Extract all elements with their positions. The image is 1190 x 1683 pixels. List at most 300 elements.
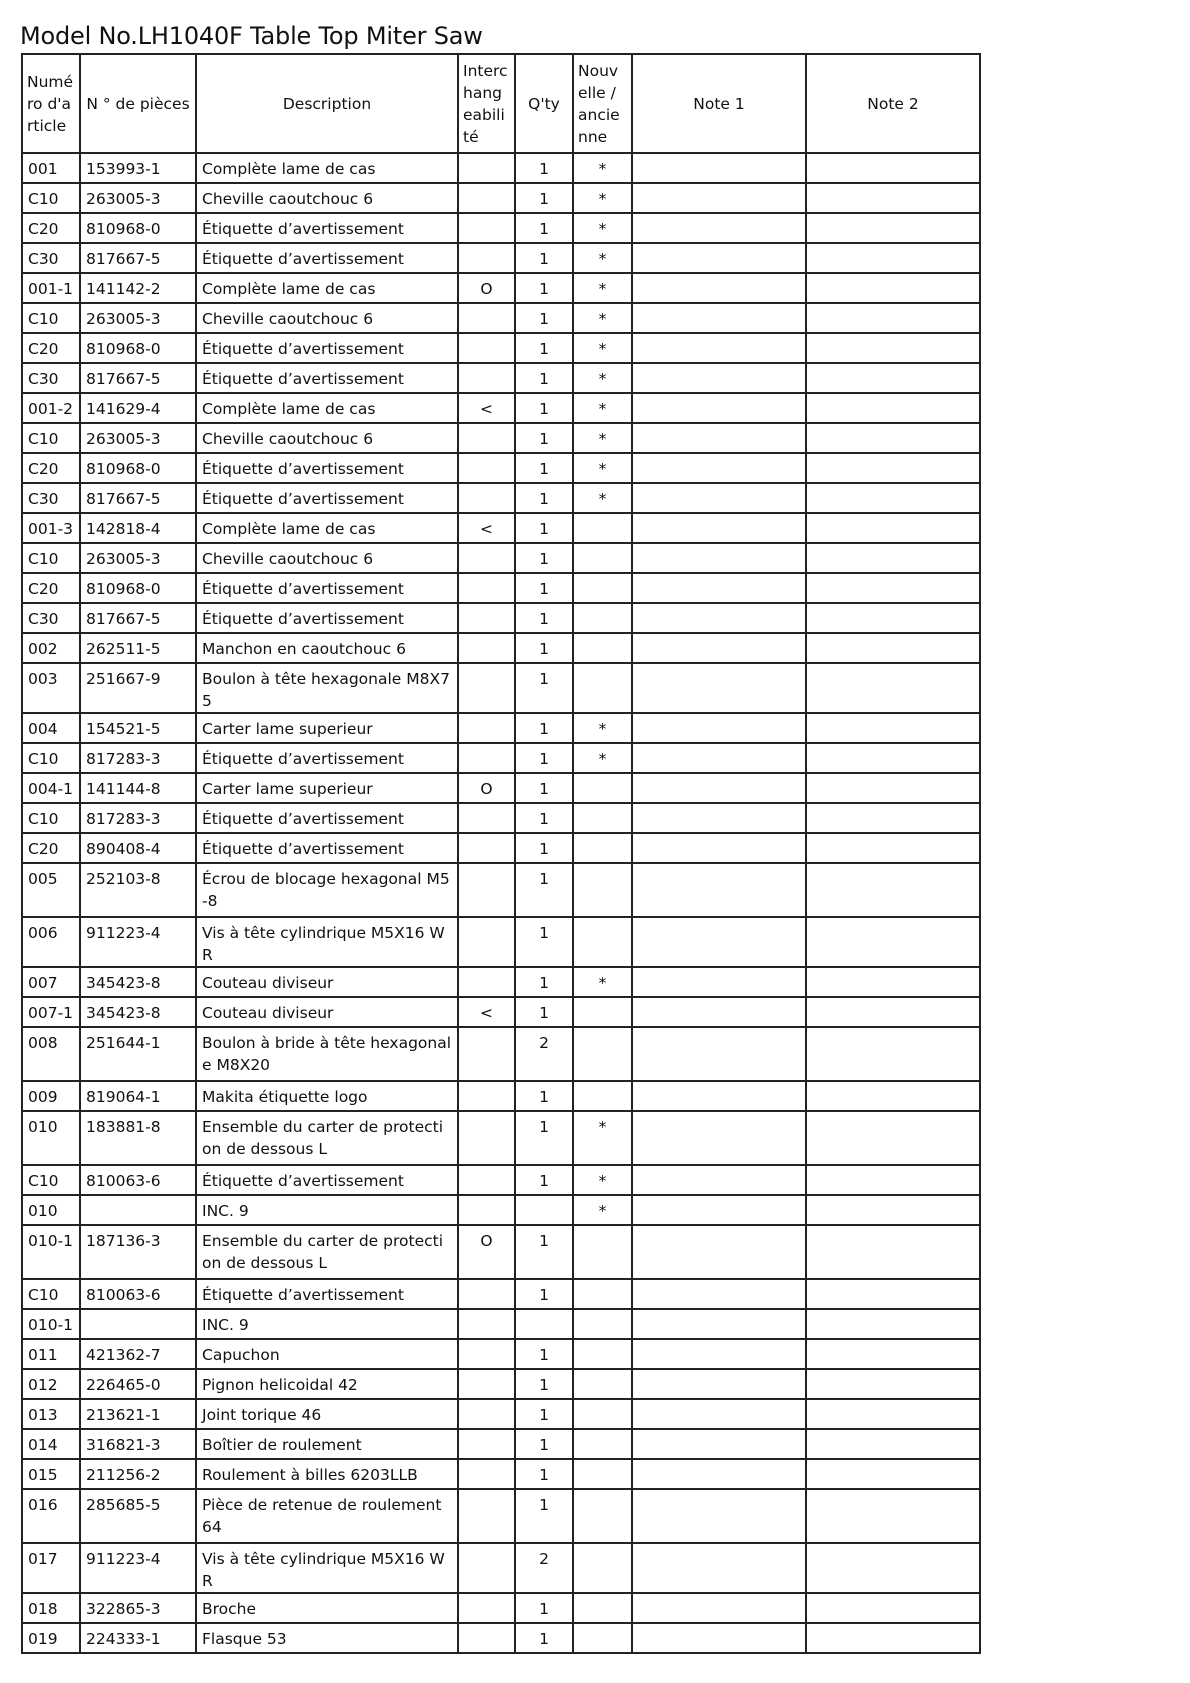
cell-note-1: [632, 393, 806, 423]
table-row: [22, 153, 980, 183]
cell-quantity: 1: [515, 803, 573, 833]
cell-new-old: [573, 863, 632, 917]
cell-new-old: *: [573, 393, 632, 423]
column-header-item-number: Numéro d'article: [22, 54, 80, 153]
table-row: [22, 543, 980, 573]
cell-note-2: [806, 1369, 980, 1399]
cell-description: Cheville caoutchouc 6: [196, 543, 458, 573]
table-row: [22, 1399, 980, 1429]
cell-note-2: [806, 1279, 980, 1309]
cell-item-number: C10: [22, 1165, 80, 1195]
cell-part-number: 316821-3: [80, 1429, 196, 1459]
cell-item-number: 009: [22, 1081, 80, 1111]
cell-interchangeability: O: [458, 1225, 515, 1279]
cell-quantity: 1: [515, 863, 573, 917]
cell-new-old: [573, 573, 632, 603]
cell-quantity: 1: [515, 423, 573, 453]
cell-quantity: 1: [515, 303, 573, 333]
cell-item-number: C20: [22, 453, 80, 483]
cell-new-old: [573, 1369, 632, 1399]
parts-table-body: [22, 153, 980, 1653]
cell-part-number: 252103-8: [80, 863, 196, 917]
cell-part-number: 810968-0: [80, 573, 196, 603]
cell-note-1: [632, 1429, 806, 1459]
cell-description: Étiquette d’avertissement: [196, 743, 458, 773]
cell-note-1: [632, 1225, 806, 1279]
cell-description: Étiquette d’avertissement: [196, 803, 458, 833]
cell-new-old: [573, 663, 632, 713]
cell-quantity: 1: [515, 1459, 573, 1489]
cell-interchangeability: [458, 1623, 515, 1653]
table-row: [22, 1309, 980, 1339]
cell-new-old: [573, 1309, 632, 1339]
cell-note-1: [632, 663, 806, 713]
cell-note-2: [806, 423, 980, 453]
table-row: [22, 603, 980, 633]
cell-item-number: 005: [22, 863, 80, 917]
table-row: [22, 773, 980, 803]
cell-quantity: 1: [515, 633, 573, 663]
cell-item-number: C20: [22, 833, 80, 863]
cell-note-2: [806, 1543, 980, 1593]
cell-description: Complète lame de cas: [196, 513, 458, 543]
cell-item-number: 003: [22, 663, 80, 713]
cell-part-number: 819064-1: [80, 1081, 196, 1111]
cell-description: Étiquette d’avertissement: [196, 1165, 458, 1195]
cell-interchangeability: [458, 1081, 515, 1111]
cell-item-number: 010-1: [22, 1225, 80, 1279]
cell-description: Pignon helicoidal 42: [196, 1369, 458, 1399]
cell-interchangeability: [458, 1339, 515, 1369]
cell-quantity: 1: [515, 997, 573, 1027]
cell-new-old: *: [573, 273, 632, 303]
cell-interchangeability: [458, 1489, 515, 1543]
cell-note-1: [632, 1339, 806, 1369]
cell-note-1: [632, 1309, 806, 1339]
cell-note-1: [632, 833, 806, 863]
cell-description: Complète lame de cas: [196, 153, 458, 183]
cell-note-2: [806, 967, 980, 997]
cell-note-1: [632, 1543, 806, 1593]
cell-item-number: 014: [22, 1429, 80, 1459]
cell-new-old: [573, 803, 632, 833]
cell-part-number: 817667-5: [80, 483, 196, 513]
cell-description: Étiquette d’avertissement: [196, 1279, 458, 1309]
cell-part-number: 263005-3: [80, 183, 196, 213]
cell-description: Complète lame de cas: [196, 273, 458, 303]
cell-part-number: 213621-1: [80, 1399, 196, 1429]
cell-note-1: [632, 633, 806, 663]
table-row: [22, 1027, 980, 1081]
cell-new-old: [573, 633, 632, 663]
cell-description: Couteau diviseur: [196, 997, 458, 1027]
cell-quantity: 1: [515, 1165, 573, 1195]
cell-item-number: C20: [22, 213, 80, 243]
cell-description: INC. 9: [196, 1309, 458, 1339]
cell-part-number: 226465-0: [80, 1369, 196, 1399]
cell-interchangeability: [458, 1459, 515, 1489]
cell-new-old: *: [573, 967, 632, 997]
table-header-row: [22, 54, 980, 153]
cell-item-number: 001-2: [22, 393, 80, 423]
table-row: [22, 1459, 980, 1489]
cell-part-number: 817667-5: [80, 243, 196, 273]
cell-note-2: [806, 803, 980, 833]
cell-part-number: 141142-2: [80, 273, 196, 303]
table-row: [22, 1369, 980, 1399]
cell-description: Cheville caoutchouc 6: [196, 423, 458, 453]
cell-note-1: [632, 743, 806, 773]
cell-note-1: [632, 803, 806, 833]
cell-quantity: 1: [515, 1489, 573, 1543]
cell-note-2: [806, 1165, 980, 1195]
parts-table: [21, 53, 981, 1654]
cell-note-1: [632, 1459, 806, 1489]
table-row: [22, 1111, 980, 1165]
cell-item-number: C10: [22, 423, 80, 453]
cell-note-1: [632, 917, 806, 967]
cell-note-2: [806, 633, 980, 663]
table-row: [22, 303, 980, 333]
cell-note-2: [806, 153, 980, 183]
cell-item-number: 001-3: [22, 513, 80, 543]
cell-new-old: [573, 773, 632, 803]
cell-item-number: 010: [22, 1195, 80, 1225]
table-row: [22, 1593, 980, 1623]
cell-note-1: [632, 1027, 806, 1081]
cell-note-2: [806, 1489, 980, 1543]
cell-quantity: 1: [515, 273, 573, 303]
cell-part-number: 251644-1: [80, 1027, 196, 1081]
cell-interchangeability: [458, 917, 515, 967]
cell-quantity: 1: [515, 483, 573, 513]
cell-note-2: [806, 663, 980, 713]
cell-interchangeability: [458, 1429, 515, 1459]
cell-description: Boulon à bride à tête hexagonale M8X20: [196, 1027, 458, 1081]
cell-quantity: 1: [515, 393, 573, 423]
cell-note-1: [632, 1165, 806, 1195]
cell-description: Cheville caoutchouc 6: [196, 303, 458, 333]
table-row: [22, 633, 980, 663]
cell-description: Écrou de blocage hexagonal M5-8: [196, 863, 458, 917]
cell-interchangeability: [458, 483, 515, 513]
cell-part-number: 817283-3: [80, 803, 196, 833]
cell-note-1: [632, 1623, 806, 1653]
cell-quantity: 1: [515, 333, 573, 363]
cell-interchangeability: [458, 1111, 515, 1165]
cell-new-old: [573, 1027, 632, 1081]
cell-item-number: 004-1: [22, 773, 80, 803]
column-header-quantity: Q'ty: [515, 54, 573, 153]
table-row: [22, 743, 980, 773]
cell-note-2: [806, 743, 980, 773]
cell-note-2: [806, 363, 980, 393]
cell-quantity: 1: [515, 153, 573, 183]
cell-interchangeability: [458, 543, 515, 573]
cell-part-number: [80, 1195, 196, 1225]
cell-item-number: 016: [22, 1489, 80, 1543]
table-row: [22, 1165, 980, 1195]
cell-part-number: 322865-3: [80, 1593, 196, 1623]
cell-part-number: 911223-4: [80, 1543, 196, 1593]
cell-new-old: *: [573, 743, 632, 773]
cell-quantity: 1: [515, 1081, 573, 1111]
cell-new-old: [573, 1399, 632, 1429]
cell-note-2: [806, 213, 980, 243]
cell-part-number: 890408-4: [80, 833, 196, 863]
cell-note-1: [632, 213, 806, 243]
table-row: [22, 663, 980, 713]
cell-note-2: [806, 713, 980, 743]
cell-note-2: [806, 303, 980, 333]
cell-item-number: 019: [22, 1623, 80, 1653]
cell-interchangeability: [458, 1027, 515, 1081]
cell-interchangeability: [458, 1309, 515, 1339]
cell-description: INC. 9: [196, 1195, 458, 1225]
cell-description: Carter lame superieur: [196, 713, 458, 743]
cell-note-1: [632, 1111, 806, 1165]
column-header-new-old: Nouvelle / ancienne: [573, 54, 632, 153]
cell-item-number: 012: [22, 1369, 80, 1399]
cell-description: Roulement à billes 6203LLB: [196, 1459, 458, 1489]
cell-part-number: 263005-3: [80, 303, 196, 333]
cell-description: Étiquette d’avertissement: [196, 243, 458, 273]
table-row: [22, 423, 980, 453]
cell-note-2: [806, 997, 980, 1027]
table-row: [22, 917, 980, 967]
cell-part-number: 345423-8: [80, 967, 196, 997]
cell-new-old: [573, 1459, 632, 1489]
cell-interchangeability: [458, 423, 515, 453]
cell-part-number: 810968-0: [80, 333, 196, 363]
cell-note-2: [806, 1027, 980, 1081]
cell-item-number: C10: [22, 303, 80, 333]
cell-part-number: [80, 1309, 196, 1339]
table-row: [22, 273, 980, 303]
cell-interchangeability: [458, 1195, 515, 1225]
cell-interchangeability: [458, 213, 515, 243]
table-row: [22, 997, 980, 1027]
cell-interchangeability: [458, 453, 515, 483]
cell-description: Complète lame de cas: [196, 393, 458, 423]
cell-note-2: [806, 483, 980, 513]
cell-quantity: 1: [515, 1369, 573, 1399]
cell-description: Étiquette d’avertissement: [196, 333, 458, 363]
table-row: [22, 333, 980, 363]
cell-description: Vis à tête cylindrique M5X16 WR: [196, 1543, 458, 1593]
table-row: [22, 513, 980, 543]
cell-part-number: 345423-8: [80, 997, 196, 1027]
cell-new-old: [573, 1225, 632, 1279]
cell-note-1: [632, 183, 806, 213]
cell-item-number: C10: [22, 803, 80, 833]
cell-item-number: C10: [22, 743, 80, 773]
cell-part-number: 142818-4: [80, 513, 196, 543]
cell-quantity: 1: [515, 573, 573, 603]
cell-new-old: *: [573, 453, 632, 483]
cell-part-number: 141629-4: [80, 393, 196, 423]
cell-note-1: [632, 1195, 806, 1225]
cell-item-number: C30: [22, 243, 80, 273]
cell-new-old: *: [573, 1195, 632, 1225]
cell-item-number: 010-1: [22, 1309, 80, 1339]
cell-quantity: 1: [515, 1279, 573, 1309]
cell-quantity: 1: [515, 243, 573, 273]
cell-item-number: 001: [22, 153, 80, 183]
cell-description: Couteau diviseur: [196, 967, 458, 997]
cell-new-old: [573, 997, 632, 1027]
cell-item-number: 007-1: [22, 997, 80, 1027]
cell-part-number: 141144-8: [80, 773, 196, 803]
cell-new-old: *: [573, 243, 632, 273]
cell-quantity: 1: [515, 1339, 573, 1369]
table-row: [22, 863, 980, 917]
cell-new-old: [573, 1489, 632, 1543]
cell-interchangeability: [458, 863, 515, 917]
cell-note-2: [806, 917, 980, 967]
cell-part-number: 911223-4: [80, 917, 196, 967]
cell-description: Étiquette d’avertissement: [196, 483, 458, 513]
cell-description: Étiquette d’avertissement: [196, 213, 458, 243]
cell-item-number: 015: [22, 1459, 80, 1489]
column-header-note-2: Note 2: [806, 54, 980, 153]
cell-note-2: [806, 1309, 980, 1339]
page-title: Model No.LH1040F Table Top Miter Saw: [20, 22, 483, 50]
table-row: [22, 1489, 980, 1543]
cell-interchangeability: [458, 833, 515, 863]
column-header-description: Description: [196, 54, 458, 153]
cell-new-old: [573, 833, 632, 863]
cell-interchangeability: [458, 333, 515, 363]
table-row: [22, 393, 980, 423]
cell-quantity: 1: [515, 603, 573, 633]
cell-interchangeability: [458, 183, 515, 213]
table-row: [22, 1081, 980, 1111]
cell-description: Flasque 53: [196, 1623, 458, 1653]
cell-new-old: [573, 1339, 632, 1369]
cell-part-number: 263005-3: [80, 423, 196, 453]
cell-note-2: [806, 1399, 980, 1429]
cell-item-number: 006: [22, 917, 80, 967]
cell-interchangeability: [458, 663, 515, 713]
cell-interchangeability: [458, 153, 515, 183]
cell-note-1: [632, 333, 806, 363]
cell-item-number: C20: [22, 333, 80, 363]
cell-new-old: [573, 543, 632, 573]
table-row: [22, 1225, 980, 1279]
cell-new-old: [573, 513, 632, 543]
cell-part-number: 817667-5: [80, 363, 196, 393]
cell-note-1: [632, 1489, 806, 1543]
cell-new-old: [573, 917, 632, 967]
table-row: [22, 243, 980, 273]
cell-note-2: [806, 393, 980, 423]
cell-note-2: [806, 543, 980, 573]
cell-part-number: 285685-5: [80, 1489, 196, 1543]
cell-quantity: 1: [515, 917, 573, 967]
cell-part-number: 817667-5: [80, 603, 196, 633]
cell-note-2: [806, 1081, 980, 1111]
cell-note-1: [632, 303, 806, 333]
cell-note-2: [806, 333, 980, 363]
cell-quantity: 1: [515, 1623, 573, 1653]
cell-new-old: [573, 1429, 632, 1459]
cell-new-old: *: [573, 213, 632, 243]
column-header-note-1: Note 1: [632, 54, 806, 153]
table-row: [22, 573, 980, 603]
cell-note-2: [806, 773, 980, 803]
cell-part-number: 211256-2: [80, 1459, 196, 1489]
cell-new-old: [573, 1279, 632, 1309]
cell-note-1: [632, 1081, 806, 1111]
cell-new-old: [573, 603, 632, 633]
table-row: [22, 967, 980, 997]
cell-description: Étiquette d’avertissement: [196, 363, 458, 393]
cell-description: Makita étiquette logo: [196, 1081, 458, 1111]
cell-interchangeability: [458, 363, 515, 393]
cell-note-1: [632, 243, 806, 273]
cell-note-1: [632, 713, 806, 743]
cell-interchangeability: [458, 1369, 515, 1399]
cell-new-old: *: [573, 713, 632, 743]
cell-description: Étiquette d’avertissement: [196, 603, 458, 633]
cell-description: Ensemble du carter de protection de dessous L: [196, 1225, 458, 1279]
cell-item-number: 017: [22, 1543, 80, 1593]
table-row: [22, 803, 980, 833]
table-row: [22, 713, 980, 743]
cell-description: Ensemble du carter de protection de dessous L: [196, 1111, 458, 1165]
cell-interchangeability: O: [458, 273, 515, 303]
cell-interchangeability: [458, 713, 515, 743]
cell-quantity: 1: [515, 513, 573, 543]
cell-quantity: 1: [515, 773, 573, 803]
cell-note-2: [806, 1339, 980, 1369]
column-header-part-number: N ° de pièces: [80, 54, 196, 153]
cell-part-number: 810063-6: [80, 1279, 196, 1309]
cell-note-2: [806, 1623, 980, 1653]
table-row: [22, 833, 980, 863]
cell-description: Boulon à tête hexagonale M8X75: [196, 663, 458, 713]
cell-quantity: 1: [515, 713, 573, 743]
cell-new-old: [573, 1593, 632, 1623]
cell-interchangeability: [458, 1165, 515, 1195]
cell-note-1: [632, 363, 806, 393]
cell-note-1: [632, 1593, 806, 1623]
cell-description: Étiquette d’avertissement: [196, 833, 458, 863]
table-row: [22, 1429, 980, 1459]
cell-interchangeability: [458, 1399, 515, 1429]
cell-new-old: *: [573, 363, 632, 393]
table-row: [22, 213, 980, 243]
cell-part-number: 154521-5: [80, 713, 196, 743]
cell-new-old: *: [573, 303, 632, 333]
cell-note-1: [632, 603, 806, 633]
table-row: [22, 453, 980, 483]
cell-part-number: 810063-6: [80, 1165, 196, 1195]
cell-note-1: [632, 153, 806, 183]
cell-quantity: 1: [515, 1111, 573, 1165]
cell-quantity: 1: [515, 363, 573, 393]
cell-note-1: [632, 1399, 806, 1429]
cell-new-old: [573, 1543, 632, 1593]
cell-quantity: 1: [515, 833, 573, 863]
cell-interchangeability: [458, 803, 515, 833]
cell-description: Étiquette d’avertissement: [196, 453, 458, 483]
cell-part-number: 262511-5: [80, 633, 196, 663]
table-row: [22, 483, 980, 513]
cell-item-number: 008: [22, 1027, 80, 1081]
cell-interchangeability: [458, 1543, 515, 1593]
